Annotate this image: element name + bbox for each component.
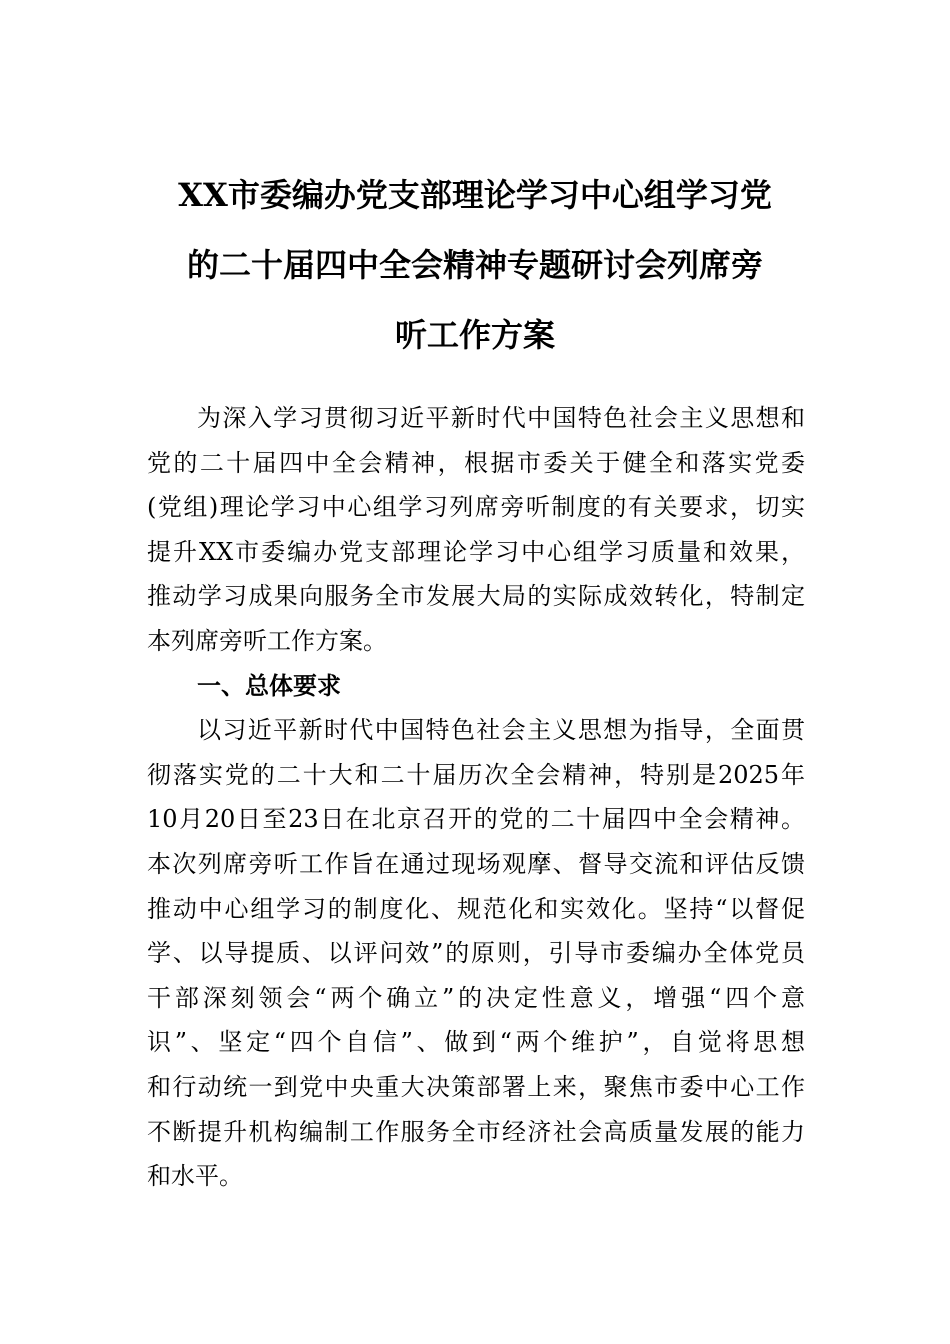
- text-line: 提升XX市委编办党支部理论学习中心组学习质量和效果，: [147, 537, 805, 566]
- text-line: 不断提升机构编制工作服务全市经济社会高质量发展的能力: [147, 1117, 805, 1146]
- text-line: 学、以导提质、以评问效”的原则，引导市委编办全体党员: [147, 939, 805, 968]
- text-line: (党组)理论学习中心组学习列席旁听制度的有关要求，切实: [147, 493, 805, 522]
- intro-paragraph: [147, 396, 805, 664]
- text-line: 10月20日至23日在北京召开的党的二十届四中全会精神。: [147, 805, 805, 834]
- text-line: 以习近平新时代中国特色社会主义思想为指导，全面贯: [197, 716, 805, 745]
- text-line: 推动中心组学习的制度化、规范化和实效化。坚持“以督促: [147, 894, 805, 923]
- text-line: 干部深刻领会“两个确立”的决定性意义，增强“四个意: [147, 983, 805, 1012]
- text-line: 本次列席旁听工作旨在通过现场观摩、督导交流和评估反馈: [147, 849, 805, 878]
- text-line: 本列席旁听工作方案。: [147, 626, 387, 655]
- text-line: 推动学习成果向服务全市发展大局的实际成效转化，特制定: [147, 582, 805, 611]
- section-heading: 一、总体要求: [197, 670, 341, 700]
- text-line: 彻落实党的二十大和二十届历次全会精神，特别是2025年: [147, 760, 805, 789]
- document-title: [140, 160, 810, 370]
- text-line: 和水平。: [147, 1162, 243, 1191]
- general-requirements-paragraph: [147, 708, 805, 1199]
- text-line: 和行动统一到党中央重大决策部署上来，聚焦市委中心工作: [147, 1072, 805, 1101]
- text-line: 为深入学习贯彻习近平新时代中国特色社会主义思想和: [197, 404, 805, 432]
- document-body: [147, 396, 805, 1199]
- title-line: XX市委编办党支部理论学习中心组学习党: [178, 176, 772, 214]
- text-line: 识”、坚定“四个自信”、做到“两个维护”，自觉将思想: [147, 1028, 805, 1057]
- title-line: 听工作方案: [394, 316, 555, 354]
- text-line: 党的二十届四中全会精神，根据市委关于健全和落实党委: [147, 448, 805, 477]
- title-line: 的二十届四中全会精神专题研讨会列席旁: [186, 246, 763, 284]
